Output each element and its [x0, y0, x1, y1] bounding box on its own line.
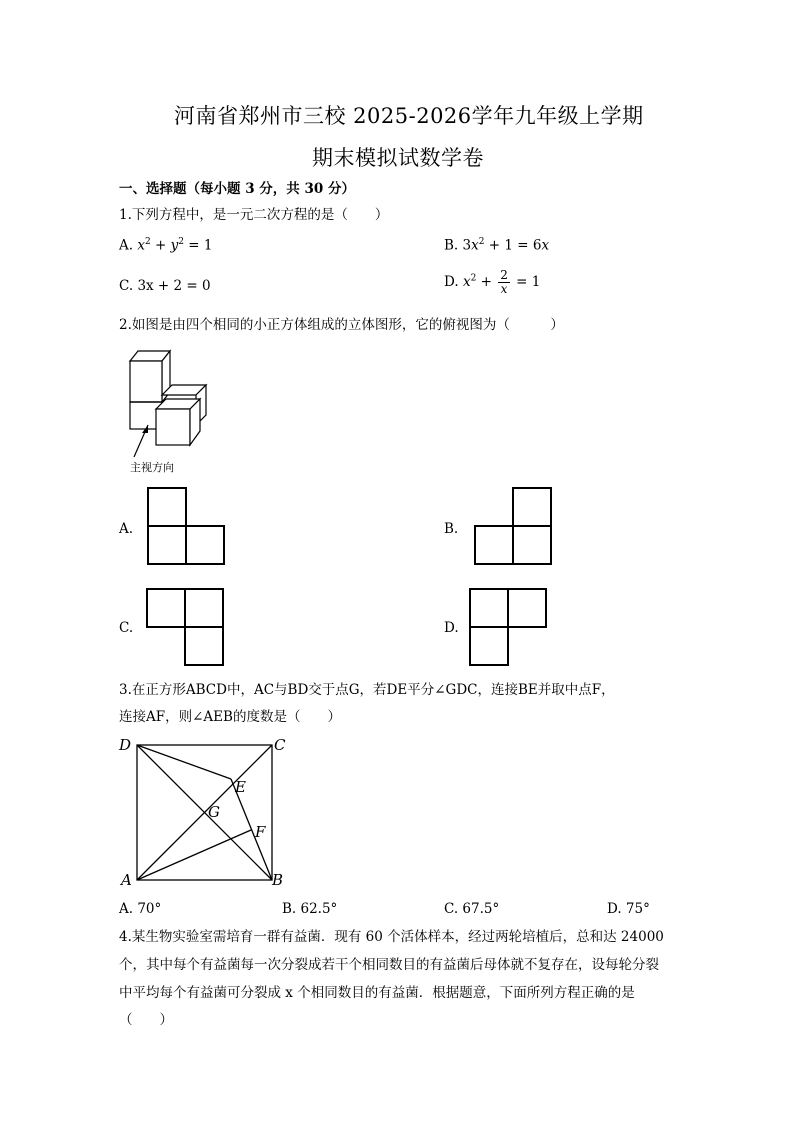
page-title-line1: 河南省郑州市三校 2025-2026学年九年级上学期 — [174, 104, 644, 128]
q3-option-c[interactable]: C. 67.5° — [444, 901, 500, 917]
q1-option-c[interactable] — [119, 278, 211, 294]
q1-option-a-label: A. — [119, 237, 134, 254]
q2-option-a-shape[interactable] — [147, 487, 227, 567]
q2-option-a-label[interactable]: A. — [119, 521, 134, 537]
q3-option-d[interactable]: D. 75° — [607, 901, 650, 917]
q1-option-b[interactable]: B. $3x^2 + 1 = 6x$ — [444, 237, 550, 254]
q2-option-d-shape[interactable] — [469, 588, 549, 668]
q2-option-d-label[interactable]: D. — [444, 620, 459, 636]
q4-line1: 4.某生物实验室需培育一群有益菌．现有 60 个活体样本，经过两轮培植后，总和达 24000 — [119, 929, 664, 945]
point-label-d: D — [119, 736, 132, 754]
q3-option-a[interactable]: A. 70° — [119, 901, 162, 917]
q2-option-c-shape[interactable] — [146, 588, 226, 668]
q2-stem: 2.如图是由四个相同的小正方体组成的立体图形，它的俯视图为（ ） — [119, 317, 564, 333]
point-label-e: E — [235, 778, 246, 796]
q2-cube-figure — [126, 345, 226, 465]
q1-option-d-label: D. — [444, 274, 459, 290]
point-label-g: G — [208, 803, 220, 821]
q1-option-c-text: 3x + 2 = 0 — [137, 278, 211, 294]
page-title-line2: 期末模拟试数学卷 — [312, 146, 484, 170]
point-label-f: F — [255, 823, 266, 841]
q2-option-b-label[interactable]: B. — [444, 521, 459, 537]
q1-option-d[interactable]: D. $x^2$ + $\frac{2}{x}$ = 1 — [444, 268, 541, 296]
q4-line3: 中平均每个有益菌可分裂成 x 个相同数目的有益菌．根据题意，下面所列方程正确的是 — [119, 985, 635, 1001]
q1-option-c-label: C. — [119, 278, 134, 294]
q4-line2: 个，其中每个有益菌每一次分裂成若干个相同数目的有益菌后母体就不复存在，设每轮分裂 — [119, 957, 659, 973]
q1-option-a[interactable]: A. $x^2 + y^2 = 1$ — [119, 237, 213, 254]
q1-stem: 1.下列方程中，是一元二次方程的是（ ） — [119, 207, 389, 223]
q3-square-figure — [116, 733, 296, 893]
q2-direction-label: 主视方向 — [130, 461, 174, 474]
q3-option-b[interactable]: B. 62.5° — [282, 901, 338, 917]
point-label-a: A — [121, 871, 132, 889]
point-label-b: B — [272, 871, 284, 889]
q3-stem-line1: 3.在正方形ABCD中，AC与BD交于点G，若DE平分∠GDC，连接BE并取中点F， — [119, 682, 615, 698]
section-heading: 一、选择题（每小题 3 分，共 30 分） — [119, 181, 355, 197]
q2-option-b-shape[interactable] — [474, 487, 554, 567]
q4-line4: （ ） — [119, 1012, 173, 1028]
q3-stem-line2: 连接AF，则∠AEB的度数是（ ） — [119, 709, 341, 725]
q1-option-b-label: B. — [444, 237, 459, 254]
point-label-c: C — [274, 736, 286, 754]
q2-option-c-label[interactable]: C. — [119, 620, 134, 636]
